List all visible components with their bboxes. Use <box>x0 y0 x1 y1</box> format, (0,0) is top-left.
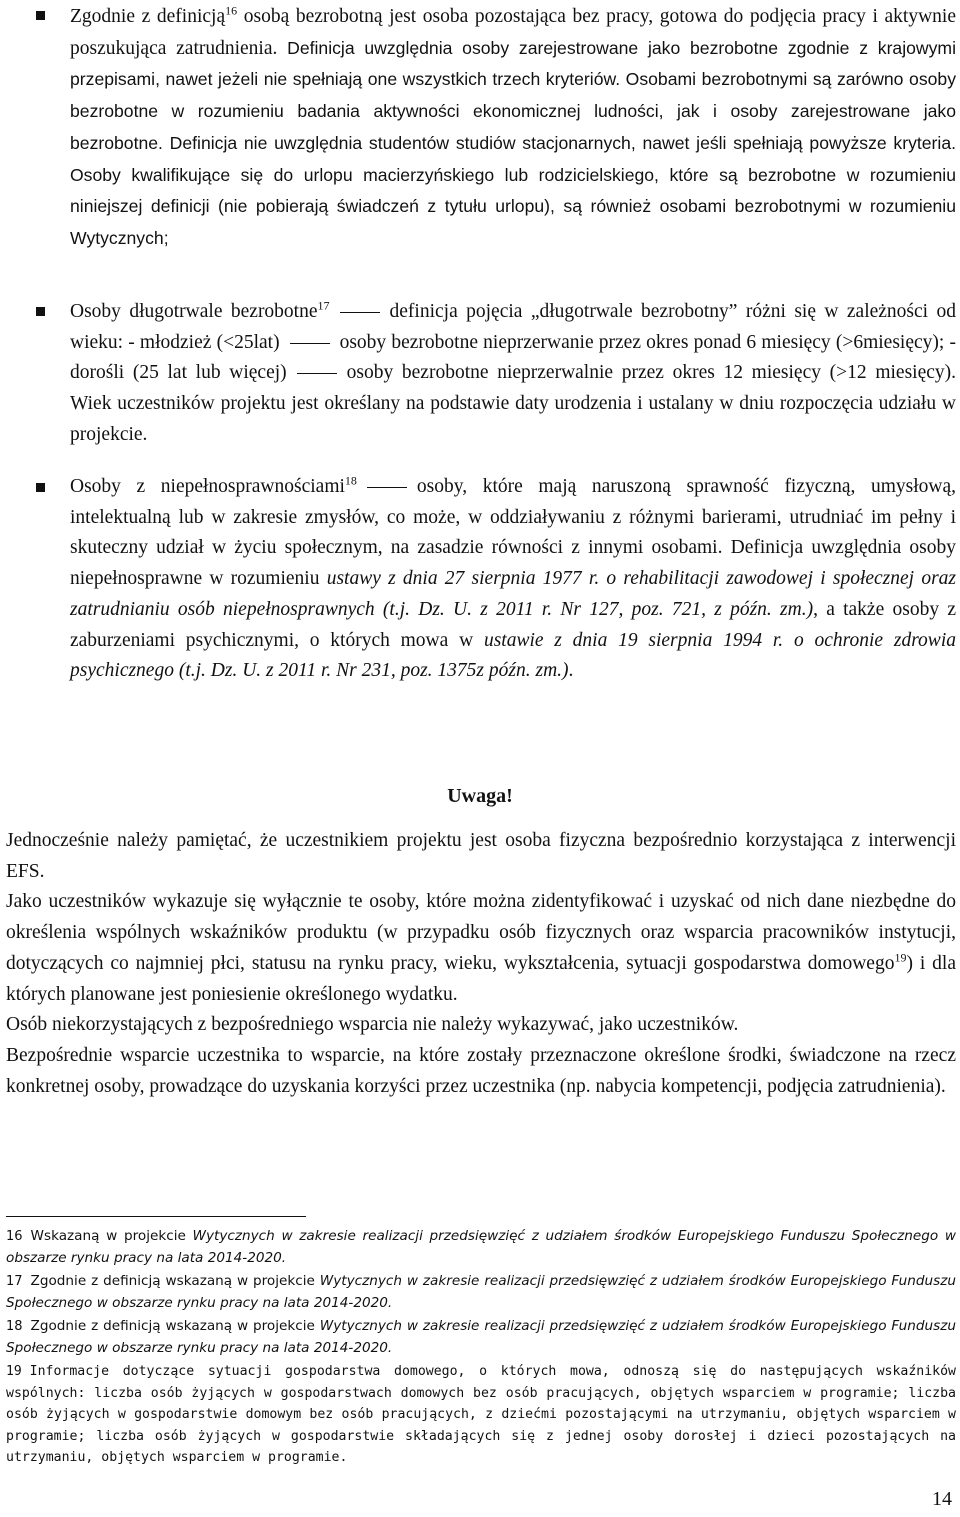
law-citation-1: ustawy z dnia 27 sierpnia 1977 r. o rehabilitacji zawodowej i społecznej oraz zatrudnianiu osób niepełnosprawnych (t.j. Dz. U. z 2011 r. Nr 127, poz. 721, z późn. zm.) <box>70 568 957 620</box>
bullet-lead: Osoby długotrwale bezrobotne <box>70 301 318 322</box>
paragraph-text: Jako uczestników wykazuje się wyłącznie te osoby, które można zidentyfikować i uzyskać od nich dane niezbędne do określenia wspólnych wskaźników produktu (w przypadku osób fizycznych oraz wsparcia pracowników instytucji, dotyczących co najmniej płci, statusu na rynku pracy, wieku, wykształcenia, sytuacji gospodarstwa domowego <box>6 891 956 974</box>
bullet-body-tail: Osoby kwalifikujące się do urlopu macierzyńskiego lub rodzicielskiego, które są bezrobotne w rozumieniu niniejszej definicji (nie pobierają świadczeń z tytułu urlopu), są również osobami bezrobotnymi w rozumieniu Wytycznych; <box>70 164 956 248</box>
bullet-text <box>70 297 956 451</box>
bullet-lead: Osoby z niepełnosprawnościami <box>70 476 345 497</box>
footnote-italic: Wytycznych w zakresie realizacji przedsięwzięć z udziałem środków Europejskiego Funduszu Społecznego w obszarze rynku pracy na lata 2014-2020. <box>6 1273 956 1311</box>
footnote <box>6 1271 956 1314</box>
paragraph-text: ) i dla których planowane jest poniesienie określonego wydatku. <box>6 952 956 1005</box>
bullet-body-sans: Definicja uwzględnia osoby zarejestrowane jako bezrobotne zgodnie z krajowymi przepisami, nawet jeżeli nie spełniają one wszystkich trzech kryteriów. Osobami bezrobotnymi są zarówno osoby bezrobotne w rozumieniu badania aktywności ekonomicznej ludności, jak i osoby zarejestrowane jako bezrobotne. Definicja nie uwzględnia studentów studiów stacjonarnych, nawet jeśli spełniają powyższe kryteria. <box>70 37 956 153</box>
bullet-body: osobą bezrobotną jest osoba pozostająca bez pracy, gotowa do podjęcia pracy i aktywnie poszukująca zatrudnienia. <box>70 6 956 59</box>
footnote-ref: 19 <box>894 950 907 965</box>
bullet-body-3: osoby bezrobotne nieprzerwalnie przez okres 12 miesięcy (>12 miesięcy). Wiek uczestników projektu jest określany na podstawie daty urodzenia i ustalany w dniu rozpoczęcia udziału w projekcie. <box>70 362 956 445</box>
paragraph: Jednocześnie należy pamiętać, że uczestnikiem projektu jest osoba fizyczna bezpośrednio korzystająca z interwencji EFS. <box>6 830 956 882</box>
square-bullet-icon <box>36 483 45 492</box>
paragraph <box>6 887 956 1010</box>
footnote <box>6 1361 956 1469</box>
footnote-ref: 16 <box>225 3 238 18</box>
footnote-text: Zgodnie z definicją wskazaną w projekcie <box>30 1318 320 1334</box>
footnote-text: Zgodnie z definicją wskazaną w projekcie <box>30 1273 320 1289</box>
footnote-number: 17 <box>6 1274 23 1289</box>
footnote-ref: 18 <box>344 473 357 488</box>
bullet-item-unemployed <box>36 2 956 255</box>
footnote-text: Informacje dotyczące sytuacji gospodarstwa domowego, o których mowa, odnoszą się do następujących wskaźników wspólnych: liczba osób żyjących w gospodarstwach domowych bez osób pracujących, objętych wsparciem w programie; liczba osób żyjących w gospodarstwie domowym bez osób pracujących, z dziećmi pozostającymi na utrzymaniu, objętych wsparciem w programie; liczba osób żyjących w gospodarstwie składających się z jednej osoby dorosłej i dzieci pozostających na utrzymaniu, objętych wsparciem w programie. <box>6 1364 956 1465</box>
page-number: 14 <box>932 1488 952 1510</box>
bullet-item-long-term-unemployed <box>36 297 956 451</box>
note-body <box>6 826 956 1102</box>
em-dash <box>367 487 407 488</box>
footnote-text: Wskazaną w projekcie <box>30 1228 193 1244</box>
bullet-body-2: osoby bezrobotne nieprzerwanie przez okres ponad 6 miesięcy (>6miesięcy); - dorośli (25 lat lub więcej) <box>70 331 956 384</box>
footnote <box>6 1226 956 1269</box>
paragraph: Osób niekorzystających z bezpośredniego wsparcia nie należy wykazywać, jako uczestników. <box>6 1014 739 1036</box>
em-dash <box>297 373 337 374</box>
square-bullet-icon <box>36 307 45 316</box>
footnote-number: 18 <box>6 1319 23 1334</box>
bullet-end: . <box>568 660 574 682</box>
footnotes <box>6 1226 956 1471</box>
note-heading: Uwaga! <box>447 785 513 807</box>
footnote-number: 16 <box>6 1229 23 1244</box>
footnote-separator <box>6 1216 306 1217</box>
em-dash <box>290 343 330 344</box>
bullet-body: definicja pojęcia „długotrwale bezrobotny” różni się w zależności od wieku: - młodzież (<25lat) <box>70 301 956 353</box>
footnote-italic: Wytycznych w zakresie realizacji przedsięwzięć z udziałem środków Europejskiego Funduszu Społecznego w obszarze rynku pracy na lata 2014-2020. <box>6 1228 956 1266</box>
em-dash <box>340 312 380 313</box>
bullet-text <box>70 472 956 687</box>
footnote <box>6 1316 956 1359</box>
paragraph: Bezpośrednie wsparcie uczestnika to wsparcie, na które zostały przeznaczone określone środki, świadczone na rzecz konkretnej osoby, prowadzące do uzyskania korzyści przez uczestnika (np. nabycia kompetencji, podjęcia zatrudnienia). <box>6 1044 956 1097</box>
bullet-text <box>70 2 956 255</box>
bullet-mid: , a także osoby z zaburzeniami psychicznymi, o których mowa w <box>70 598 956 651</box>
bullet-lead: Zgodnie z definicją <box>70 6 226 27</box>
footnote-number: 19 <box>6 1364 22 1379</box>
square-bullet-icon <box>36 11 45 20</box>
bullet-item-disabled <box>36 472 956 687</box>
bullet-body: osoby, które mają naruszoną sprawność fizyczną, umysłową, intelektualną lub w zakresie zmysłów, co może, w oddziaływaniu z różnymi barierami, utrudniać im pełny i skuteczny udział w życiu społecznym, na zasadzie równości z innymi osobami. Definicja uwzględnia osoby niepełnosprawne w rozumieniu <box>70 476 956 590</box>
law-citation-2: ustawie z dnia 19 sierpnia 1994 r. o ochronie zdrowia psychicznego (t.j. Dz. U. z 2011 r. Nr 231, poz. 1375z późn. zm.) <box>70 629 956 682</box>
footnote-italic: Wytycznych w zakresie realizacji przedsięwzięć z udziałem środków Europejskiego Funduszu Społecznego w obszarze rynku pracy na lata 2014-2020. <box>6 1318 956 1356</box>
footnote-ref: 17 <box>317 298 330 313</box>
